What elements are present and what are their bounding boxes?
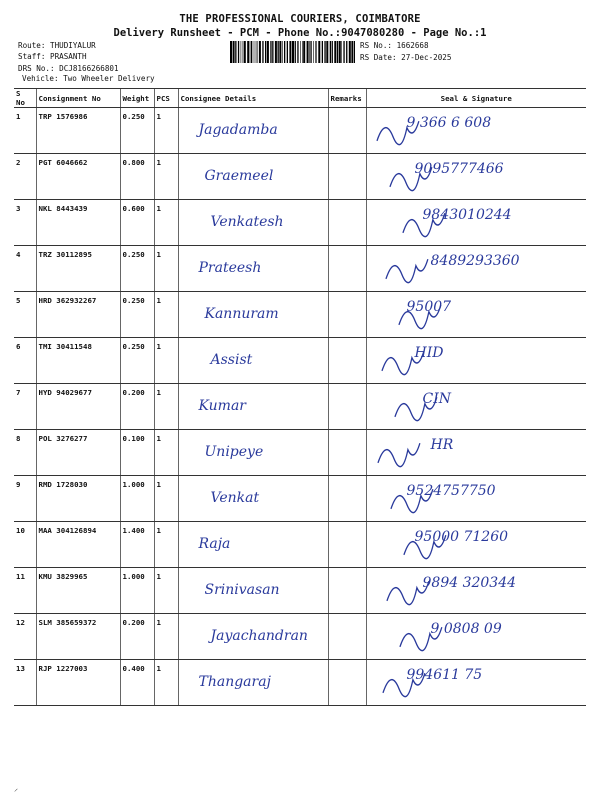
signature-scribble xyxy=(367,338,587,383)
cell-sno: 11 xyxy=(14,568,36,614)
cell-seal-signature xyxy=(366,384,586,430)
cell-seal-signature xyxy=(366,108,586,154)
cell-consignment-no: HYD 94029677 xyxy=(36,384,120,430)
cell-consignment-no: POL 3276277 xyxy=(36,430,120,476)
cell-pcs: 1 xyxy=(154,430,178,476)
barcode-image xyxy=(230,41,355,63)
cell-remarks xyxy=(328,522,366,568)
cell-remarks xyxy=(328,338,366,384)
cell-sno: 12 xyxy=(14,614,36,660)
cell-consignee-details xyxy=(178,476,328,522)
cell-consignment-no: SLM 385659372 xyxy=(36,614,120,660)
cell-consignee-details xyxy=(178,154,328,200)
cell-remarks xyxy=(328,568,366,614)
cell-weight: 0.800 xyxy=(120,154,154,200)
cell-remarks xyxy=(328,430,366,476)
cell-pcs: 1 xyxy=(154,108,178,154)
col-header-consignee: Consignee Details xyxy=(178,89,328,108)
cell-consignee-details xyxy=(178,338,328,384)
table-row xyxy=(14,476,586,522)
cell-pcs: 1 xyxy=(154,522,178,568)
table-row xyxy=(14,660,586,706)
handwritten-signature: 95007 xyxy=(406,299,452,315)
table-row xyxy=(14,384,586,430)
col-header-signature: Seal & Signature xyxy=(366,89,586,108)
handwritten-signature: 9894 320344 xyxy=(422,575,517,591)
cell-weight: 0.250 xyxy=(120,338,154,384)
cell-pcs: 1 xyxy=(154,568,178,614)
vehicle-label: Vehicle: Two Wheeler Delivery xyxy=(22,74,155,83)
cell-pcs: 1 xyxy=(154,338,178,384)
col-header-sno: S No xyxy=(14,89,36,108)
signature-scribble xyxy=(367,430,587,475)
cell-weight: 1.000 xyxy=(120,476,154,522)
cell-seal-signature xyxy=(366,614,586,660)
cell-consignment-no: PGT 6046662 xyxy=(36,154,120,200)
cell-consignment-no: TRP 1576986 xyxy=(36,108,120,154)
cell-pcs: 1 xyxy=(154,660,178,706)
cell-weight: 0.250 xyxy=(120,246,154,292)
cell-pcs: 1 xyxy=(154,246,178,292)
table-row xyxy=(14,522,586,568)
cell-weight: 0.400 xyxy=(120,660,154,706)
col-header-weight: Weight xyxy=(120,89,154,108)
cell-sno: 8 xyxy=(14,430,36,476)
handwritten-signature: HID xyxy=(414,345,444,361)
cell-pcs: 1 xyxy=(154,154,178,200)
table-row xyxy=(14,568,586,614)
handwritten-signature: 9524757750 xyxy=(406,483,496,499)
cell-consignment-no: RMD 1728030 xyxy=(36,476,120,522)
rs-date: RS Date: 27-Dec-2025 xyxy=(360,53,452,62)
table-row xyxy=(14,108,586,154)
cell-consignee-details xyxy=(178,614,328,660)
handwritten-signature: 8489293360 xyxy=(430,253,520,269)
cell-seal-signature xyxy=(366,476,586,522)
cell-seal-signature xyxy=(366,246,586,292)
route-label: Route: THUDIYALUR xyxy=(18,41,96,50)
signature-scribble xyxy=(367,384,587,429)
cell-sno: 7 xyxy=(14,384,36,430)
cell-pcs: 1 xyxy=(154,292,178,338)
cell-weight: 0.250 xyxy=(120,292,154,338)
consignee-handwritten-name: Prateesh xyxy=(198,260,262,276)
cell-weight: 0.200 xyxy=(120,384,154,430)
cell-weight: 1.000 xyxy=(120,568,154,614)
col-header-consignment: Consignment No xyxy=(36,89,120,108)
cell-consignment-no: RJP 1227003 xyxy=(36,660,120,706)
cell-consignee-details xyxy=(178,430,328,476)
drs-number: DRS No.: DCJ8166266801 xyxy=(18,64,119,73)
cell-remarks xyxy=(328,384,366,430)
table-row xyxy=(14,154,586,200)
cell-pcs: 1 xyxy=(154,614,178,660)
cell-remarks xyxy=(328,200,366,246)
cell-weight: 0.600 xyxy=(120,200,154,246)
table-row xyxy=(14,246,586,292)
cell-consignment-no: NKL 8443439 xyxy=(36,200,120,246)
cell-weight: 0.250 xyxy=(120,108,154,154)
cell-remarks xyxy=(328,108,366,154)
cell-consignee-details xyxy=(178,108,328,154)
handwritten-signature: HR xyxy=(430,437,454,453)
cell-sno: 5 xyxy=(14,292,36,338)
cell-seal-signature xyxy=(366,200,586,246)
cell-sno: 2 xyxy=(14,154,36,200)
consignee-handwritten-name: Venkatesh xyxy=(210,214,284,230)
cell-sno: 1 xyxy=(14,108,36,154)
cell-consignee-details xyxy=(178,660,328,706)
cell-seal-signature xyxy=(366,522,586,568)
table-row xyxy=(14,338,586,384)
handwritten-signature: CIN xyxy=(422,391,451,407)
consignee-handwritten-name: Assist xyxy=(210,352,253,368)
cell-remarks xyxy=(328,614,366,660)
cell-sno: 9 xyxy=(14,476,36,522)
cell-weight: 0.200 xyxy=(120,614,154,660)
consignee-handwritten-name: Thangaraj xyxy=(198,674,271,690)
cell-sno: 6 xyxy=(14,338,36,384)
consignee-handwritten-name: Jayachandran xyxy=(210,628,308,644)
signature-scribble xyxy=(367,292,587,337)
cell-sno: 3 xyxy=(14,200,36,246)
cell-consignee-details xyxy=(178,200,328,246)
cell-seal-signature xyxy=(366,154,586,200)
cell-consignee-details xyxy=(178,522,328,568)
consignee-handwritten-name: Unipeye xyxy=(204,444,264,460)
cell-seal-signature xyxy=(366,292,586,338)
runsheet-subtitle: Delivery Runsheet - PCM - Phone No.:9047080280 - Page No.:1 xyxy=(113,27,487,39)
handwritten-signature: 994611 75 xyxy=(406,667,483,683)
cell-pcs: 1 xyxy=(154,384,178,430)
cell-seal-signature xyxy=(366,660,586,706)
cell-remarks xyxy=(328,476,366,522)
cell-consignee-details xyxy=(178,384,328,430)
col-header-remarks: Remarks xyxy=(328,89,366,108)
consignee-handwritten-name: Venkat xyxy=(210,490,260,506)
handwritten-signature: 9095777466 xyxy=(414,161,504,177)
consignee-handwritten-name: Srinivasan xyxy=(204,582,280,598)
consignee-handwritten-name: Graemeel xyxy=(204,168,274,184)
cell-remarks xyxy=(328,660,366,706)
cell-pcs: 1 xyxy=(154,476,178,522)
cell-consignee-details xyxy=(178,246,328,292)
staff-label: Staff: PRASANTH xyxy=(18,52,87,61)
cell-sno: 10 xyxy=(14,522,36,568)
handwritten-signature: 95000 71260 xyxy=(414,529,509,545)
cell-consignee-details xyxy=(178,568,328,614)
consignee-handwritten-name: Kannuram xyxy=(204,306,279,322)
cell-sno: 4 xyxy=(14,246,36,292)
cell-seal-signature xyxy=(366,568,586,614)
cell-consignment-no: TRZ 30112895 xyxy=(36,246,120,292)
cell-consignment-no: TMI 30411548 xyxy=(36,338,120,384)
table-row xyxy=(14,292,586,338)
cell-remarks xyxy=(328,292,366,338)
cell-remarks xyxy=(328,246,366,292)
page-corner-mark: ⸝ xyxy=(14,784,18,793)
cell-sno: 13 xyxy=(14,660,36,706)
cell-remarks xyxy=(328,154,366,200)
cell-consignment-no: HRD 362932267 xyxy=(36,292,120,338)
cell-pcs: 1 xyxy=(154,200,178,246)
consignee-handwritten-name: Kumar xyxy=(198,398,246,414)
cell-consignment-no: KMU 3829965 xyxy=(36,568,120,614)
cell-weight: 0.100 xyxy=(120,430,154,476)
table-row xyxy=(14,614,586,660)
table-row xyxy=(14,430,586,476)
cell-consignee-details xyxy=(178,292,328,338)
col-header-pcs: PCS xyxy=(154,89,178,108)
table-row xyxy=(14,200,586,246)
company-title: THE PROFESSIONAL COURIERS, COIMBATORE xyxy=(179,13,421,25)
runsheet-table xyxy=(14,88,586,706)
handwritten-signature: 9 366 6 608 xyxy=(406,115,492,131)
handwritten-signature: 9 0808 09 xyxy=(430,621,502,637)
cell-seal-signature xyxy=(366,430,586,476)
rs-number: RS No.: 1662668 xyxy=(360,41,429,50)
handwritten-signature: 9843010244 xyxy=(422,207,512,223)
cell-seal-signature xyxy=(366,338,586,384)
consignee-handwritten-name: Jagadamba xyxy=(198,122,278,138)
consignee-handwritten-name: Raja xyxy=(198,536,231,552)
cell-weight: 1.400 xyxy=(120,522,154,568)
table-header-row xyxy=(14,89,586,108)
cell-consignment-no: MAA 304126894 xyxy=(36,522,120,568)
